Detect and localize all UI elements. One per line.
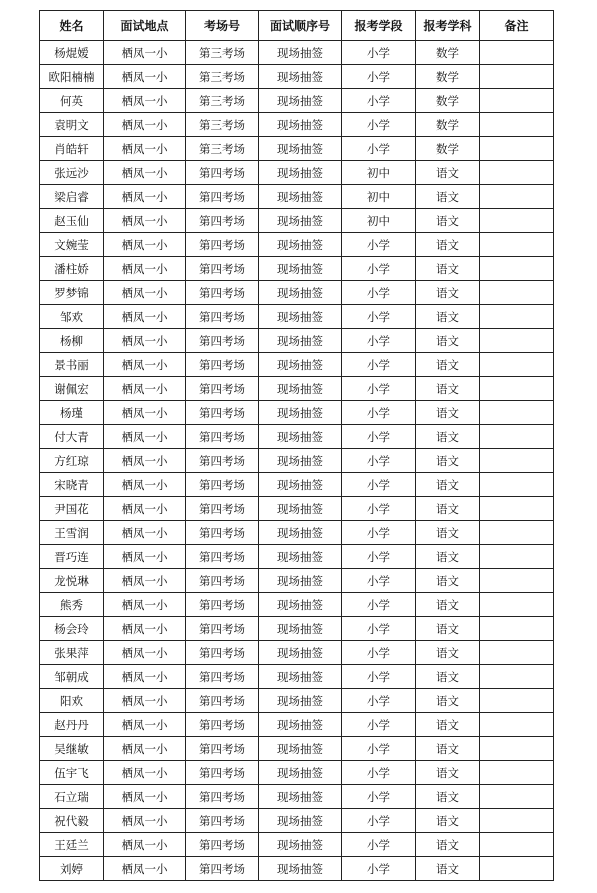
cell-name: 龙悦琳: [40, 569, 104, 593]
cell-level: 小学: [342, 329, 416, 353]
cell-level: 小学: [342, 305, 416, 329]
cell-level: 小学: [342, 569, 416, 593]
cell-order: 现场抽签: [259, 233, 342, 257]
cell-location: 栖凤一小: [104, 329, 186, 353]
cell-subject: 数学: [416, 65, 480, 89]
cell-room: 第四考场: [186, 257, 259, 281]
table-row: [40, 137, 554, 161]
cell-remarks: [480, 137, 554, 161]
cell-subject: 数学: [416, 41, 480, 65]
cell-location: 栖凤一小: [104, 209, 186, 233]
table-row: [40, 209, 554, 233]
cell-level: 初中: [342, 209, 416, 233]
cell-name: 张远沙: [40, 161, 104, 185]
table-row: [40, 329, 554, 353]
cell-remarks: [480, 569, 554, 593]
cell-room: 第四考场: [186, 689, 259, 713]
cell-subject: 语文: [416, 329, 480, 353]
table-row: [40, 233, 554, 257]
cell-name: 袁明文: [40, 113, 104, 137]
cell-room: 第四考场: [186, 785, 259, 809]
cell-location: 栖凤一小: [104, 785, 186, 809]
cell-subject: 语文: [416, 185, 480, 209]
cell-name: 梁启睿: [40, 185, 104, 209]
table-header-row: [40, 11, 554, 41]
cell-name: 方红琼: [40, 449, 104, 473]
cell-room: 第四考场: [186, 833, 259, 857]
cell-location: 栖凤一小: [104, 521, 186, 545]
cell-remarks: [480, 497, 554, 521]
cell-room: 第四考场: [186, 497, 259, 521]
cell-room: 第四考场: [186, 737, 259, 761]
cell-level: 小学: [342, 137, 416, 161]
cell-order: 现场抽签: [259, 209, 342, 233]
cell-room: 第四考场: [186, 329, 259, 353]
cell-remarks: [480, 857, 554, 881]
cell-room: 第四考场: [186, 473, 259, 497]
cell-room: 第四考场: [186, 761, 259, 785]
cell-room: 第四考场: [186, 353, 259, 377]
cell-order: 现场抽签: [259, 401, 342, 425]
cell-location: 栖凤一小: [104, 161, 186, 185]
cell-room: 第四考场: [186, 569, 259, 593]
cell-remarks: [480, 593, 554, 617]
cell-name: 杨会玲: [40, 617, 104, 641]
cell-room: 第三考场: [186, 89, 259, 113]
cell-room: 第四考场: [186, 209, 259, 233]
cell-order: 现场抽签: [259, 497, 342, 521]
table-row: [40, 89, 554, 113]
cell-location: 栖凤一小: [104, 761, 186, 785]
cell-subject: 语文: [416, 401, 480, 425]
cell-level: 小学: [342, 521, 416, 545]
cell-level: 小学: [342, 401, 416, 425]
cell-name: 刘婷: [40, 857, 104, 881]
table-row: [40, 857, 554, 881]
cell-name: 王廷兰: [40, 833, 104, 857]
header-remarks: 备注: [480, 11, 554, 41]
cell-order: 现场抽签: [259, 761, 342, 785]
cell-level: 小学: [342, 713, 416, 737]
cell-subject: 语文: [416, 857, 480, 881]
cell-room: 第四考场: [186, 425, 259, 449]
cell-room: 第四考场: [186, 377, 259, 401]
cell-location: 栖凤一小: [104, 41, 186, 65]
cell-subject: 语文: [416, 545, 480, 569]
cell-name: 赵玉仙: [40, 209, 104, 233]
cell-room: 第四考场: [186, 449, 259, 473]
table-row: [40, 593, 554, 617]
cell-location: 栖凤一小: [104, 233, 186, 257]
cell-room: 第四考场: [186, 617, 259, 641]
cell-location: 栖凤一小: [104, 65, 186, 89]
cell-location: 栖凤一小: [104, 641, 186, 665]
cell-remarks: [480, 785, 554, 809]
cell-room: 第四考场: [186, 521, 259, 545]
cell-name: 阳欢: [40, 689, 104, 713]
cell-name: 肖皓轩: [40, 137, 104, 161]
cell-level: 小学: [342, 857, 416, 881]
cell-remarks: [480, 641, 554, 665]
cell-remarks: [480, 113, 554, 137]
interview-schedule-table: [39, 10, 554, 881]
cell-subject: 语文: [416, 809, 480, 833]
cell-level: 小学: [342, 113, 416, 137]
cell-level: 小学: [342, 737, 416, 761]
header-name: 姓名: [40, 11, 104, 41]
cell-subject: 语文: [416, 497, 480, 521]
cell-remarks: [480, 401, 554, 425]
table-row: [40, 761, 554, 785]
cell-subject: 语文: [416, 617, 480, 641]
cell-name: 吴继敏: [40, 737, 104, 761]
cell-subject: 数学: [416, 113, 480, 137]
cell-location: 栖凤一小: [104, 281, 186, 305]
cell-level: 小学: [342, 281, 416, 305]
cell-location: 栖凤一小: [104, 713, 186, 737]
cell-level: 小学: [342, 809, 416, 833]
cell-remarks: [480, 761, 554, 785]
cell-level: 小学: [342, 449, 416, 473]
cell-subject: 语文: [416, 425, 480, 449]
cell-level: 小学: [342, 377, 416, 401]
cell-name: 赵丹丹: [40, 713, 104, 737]
cell-subject: 数学: [416, 137, 480, 161]
cell-subject: 数学: [416, 89, 480, 113]
cell-subject: 语文: [416, 689, 480, 713]
cell-order: 现场抽签: [259, 641, 342, 665]
cell-name: 张果萍: [40, 641, 104, 665]
cell-name: 熊秀: [40, 593, 104, 617]
cell-name: 谢佩宏: [40, 377, 104, 401]
cell-location: 栖凤一小: [104, 593, 186, 617]
table-row: [40, 401, 554, 425]
cell-name: 邹朝成: [40, 665, 104, 689]
table-row: [40, 689, 554, 713]
cell-name: 祝代毅: [40, 809, 104, 833]
table-row: [40, 833, 554, 857]
cell-subject: 语文: [416, 473, 480, 497]
cell-subject: 语文: [416, 233, 480, 257]
cell-order: 现场抽签: [259, 377, 342, 401]
cell-remarks: [480, 521, 554, 545]
cell-order: 现场抽签: [259, 329, 342, 353]
table-row: [40, 497, 554, 521]
header-subject: 报考学科: [416, 11, 480, 41]
table-row: [40, 785, 554, 809]
table-row: [40, 737, 554, 761]
cell-remarks: [480, 425, 554, 449]
header-location: 面试地点: [104, 11, 186, 41]
cell-location: 栖凤一小: [104, 497, 186, 521]
cell-room: 第四考场: [186, 281, 259, 305]
cell-order: 现场抽签: [259, 617, 342, 641]
cell-room: 第四考场: [186, 713, 259, 737]
cell-order: 现场抽签: [259, 353, 342, 377]
cell-name: 邹欢: [40, 305, 104, 329]
cell-name: 罗梦锦: [40, 281, 104, 305]
cell-room: 第四考场: [186, 809, 259, 833]
cell-location: 栖凤一小: [104, 377, 186, 401]
cell-name: 杨瑾: [40, 401, 104, 425]
cell-location: 栖凤一小: [104, 89, 186, 113]
cell-location: 栖凤一小: [104, 257, 186, 281]
cell-order: 现场抽签: [259, 449, 342, 473]
cell-name: 伍宇飞: [40, 761, 104, 785]
cell-name: 付大青: [40, 425, 104, 449]
table-row: [40, 113, 554, 137]
cell-level: 小学: [342, 41, 416, 65]
cell-location: 栖凤一小: [104, 833, 186, 857]
cell-remarks: [480, 161, 554, 185]
table-row: [40, 665, 554, 689]
table-row: [40, 185, 554, 209]
cell-room: 第四考场: [186, 185, 259, 209]
cell-location: 栖凤一小: [104, 401, 186, 425]
cell-name: 石立瑞: [40, 785, 104, 809]
cell-remarks: [480, 713, 554, 737]
cell-location: 栖凤一小: [104, 425, 186, 449]
cell-subject: 语文: [416, 449, 480, 473]
cell-room: 第三考场: [186, 65, 259, 89]
cell-order: 现场抽签: [259, 737, 342, 761]
cell-subject: 语文: [416, 761, 480, 785]
cell-level: 小学: [342, 593, 416, 617]
cell-order: 现场抽签: [259, 809, 342, 833]
cell-subject: 语文: [416, 593, 480, 617]
cell-level: 初中: [342, 185, 416, 209]
cell-level: 小学: [342, 473, 416, 497]
cell-location: 栖凤一小: [104, 545, 186, 569]
cell-order: 现场抽签: [259, 41, 342, 65]
cell-location: 栖凤一小: [104, 665, 186, 689]
cell-name: 潘柱娇: [40, 257, 104, 281]
cell-subject: 语文: [416, 737, 480, 761]
cell-remarks: [480, 353, 554, 377]
cell-location: 栖凤一小: [104, 449, 186, 473]
cell-remarks: [480, 305, 554, 329]
cell-location: 栖凤一小: [104, 185, 186, 209]
table-row: [40, 449, 554, 473]
cell-order: 现场抽签: [259, 521, 342, 545]
cell-name: 王雪润: [40, 521, 104, 545]
cell-subject: 语文: [416, 713, 480, 737]
cell-order: 现场抽签: [259, 185, 342, 209]
cell-order: 现场抽签: [259, 593, 342, 617]
table-row: [40, 41, 554, 65]
cell-location: 栖凤一小: [104, 473, 186, 497]
cell-order: 现场抽签: [259, 569, 342, 593]
cell-level: 小学: [342, 665, 416, 689]
table-row: [40, 425, 554, 449]
cell-remarks: [480, 665, 554, 689]
cell-remarks: [480, 41, 554, 65]
cell-remarks: [480, 233, 554, 257]
cell-location: 栖凤一小: [104, 857, 186, 881]
cell-location: 栖凤一小: [104, 809, 186, 833]
cell-name: 尹国花: [40, 497, 104, 521]
table-row: [40, 545, 554, 569]
cell-room: 第四考场: [186, 665, 259, 689]
table-row: [40, 281, 554, 305]
cell-name: 宋晓青: [40, 473, 104, 497]
cell-level: 小学: [342, 689, 416, 713]
cell-order: 现场抽签: [259, 89, 342, 113]
cell-order: 现场抽签: [259, 137, 342, 161]
cell-remarks: [480, 65, 554, 89]
cell-subject: 语文: [416, 281, 480, 305]
cell-remarks: [480, 449, 554, 473]
header-room: 考场号: [186, 11, 259, 41]
cell-level: 小学: [342, 497, 416, 521]
cell-remarks: [480, 545, 554, 569]
cell-remarks: [480, 377, 554, 401]
cell-name: 何英: [40, 89, 104, 113]
cell-room: 第四考场: [186, 233, 259, 257]
cell-location: 栖凤一小: [104, 305, 186, 329]
cell-name: 晋巧连: [40, 545, 104, 569]
cell-name: 杨柳: [40, 329, 104, 353]
cell-remarks: [480, 209, 554, 233]
cell-location: 栖凤一小: [104, 137, 186, 161]
cell-remarks: [480, 473, 554, 497]
cell-name: 杨焜嫒: [40, 41, 104, 65]
cell-level: 小学: [342, 65, 416, 89]
cell-order: 现场抽签: [259, 113, 342, 137]
cell-room: 第四考场: [186, 593, 259, 617]
cell-room: 第三考场: [186, 137, 259, 161]
cell-order: 现场抽签: [259, 833, 342, 857]
cell-order: 现场抽签: [259, 65, 342, 89]
cell-room: 第四考场: [186, 857, 259, 881]
cell-level: 小学: [342, 761, 416, 785]
cell-room: 第四考场: [186, 401, 259, 425]
cell-order: 现场抽签: [259, 689, 342, 713]
cell-level: 小学: [342, 545, 416, 569]
cell-subject: 语文: [416, 785, 480, 809]
header-order: 面试顺序号: [259, 11, 342, 41]
cell-room: 第四考场: [186, 641, 259, 665]
cell-subject: 语文: [416, 665, 480, 689]
cell-level: 初中: [342, 161, 416, 185]
cell-room: 第三考场: [186, 41, 259, 65]
cell-order: 现场抽签: [259, 665, 342, 689]
cell-subject: 语文: [416, 521, 480, 545]
cell-order: 现场抽签: [259, 305, 342, 329]
cell-level: 小学: [342, 257, 416, 281]
cell-subject: 语文: [416, 641, 480, 665]
cell-remarks: [480, 89, 554, 113]
table-row: [40, 617, 554, 641]
cell-level: 小学: [342, 785, 416, 809]
cell-order: 现场抽签: [259, 425, 342, 449]
cell-level: 小学: [342, 89, 416, 113]
cell-subject: 语文: [416, 569, 480, 593]
table-row: [40, 473, 554, 497]
cell-name: 景书丽: [40, 353, 104, 377]
table-row: [40, 377, 554, 401]
cell-subject: 语文: [416, 305, 480, 329]
cell-level: 小学: [342, 641, 416, 665]
cell-room: 第四考场: [186, 545, 259, 569]
cell-order: 现场抽签: [259, 545, 342, 569]
cell-remarks: [480, 737, 554, 761]
cell-level: 小学: [342, 353, 416, 377]
table-row: [40, 521, 554, 545]
cell-name: 文婉莹: [40, 233, 104, 257]
cell-order: 现场抽签: [259, 713, 342, 737]
cell-location: 栖凤一小: [104, 353, 186, 377]
cell-subject: 语文: [416, 833, 480, 857]
cell-remarks: [480, 617, 554, 641]
cell-location: 栖凤一小: [104, 737, 186, 761]
table-row: [40, 161, 554, 185]
cell-level: 小学: [342, 233, 416, 257]
cell-level: 小学: [342, 425, 416, 449]
table-row: [40, 569, 554, 593]
cell-room: 第三考场: [186, 113, 259, 137]
table-row: [40, 641, 554, 665]
cell-order: 现场抽签: [259, 857, 342, 881]
table-row: [40, 713, 554, 737]
cell-location: 栖凤一小: [104, 617, 186, 641]
cell-subject: 语文: [416, 377, 480, 401]
cell-subject: 语文: [416, 209, 480, 233]
cell-order: 现场抽签: [259, 473, 342, 497]
cell-level: 小学: [342, 833, 416, 857]
cell-order: 现场抽签: [259, 161, 342, 185]
cell-remarks: [480, 833, 554, 857]
cell-remarks: [480, 809, 554, 833]
cell-subject: 语文: [416, 257, 480, 281]
cell-name: 欧阳楠楠: [40, 65, 104, 89]
cell-remarks: [480, 689, 554, 713]
header-level: 报考学段: [342, 11, 416, 41]
cell-subject: 语文: [416, 161, 480, 185]
table-row: [40, 353, 554, 377]
cell-order: 现场抽签: [259, 785, 342, 809]
cell-location: 栖凤一小: [104, 113, 186, 137]
cell-subject: 语文: [416, 353, 480, 377]
cell-remarks: [480, 257, 554, 281]
cell-order: 现场抽签: [259, 257, 342, 281]
cell-remarks: [480, 329, 554, 353]
cell-remarks: [480, 185, 554, 209]
cell-order: 现场抽签: [259, 281, 342, 305]
cell-location: 栖凤一小: [104, 569, 186, 593]
table-row: [40, 65, 554, 89]
table-row: [40, 809, 554, 833]
cell-level: 小学: [342, 617, 416, 641]
cell-remarks: [480, 281, 554, 305]
cell-location: 栖凤一小: [104, 689, 186, 713]
table-row: [40, 257, 554, 281]
table-body: [40, 41, 554, 881]
cell-room: 第四考场: [186, 161, 259, 185]
table-row: [40, 305, 554, 329]
cell-room: 第四考场: [186, 305, 259, 329]
